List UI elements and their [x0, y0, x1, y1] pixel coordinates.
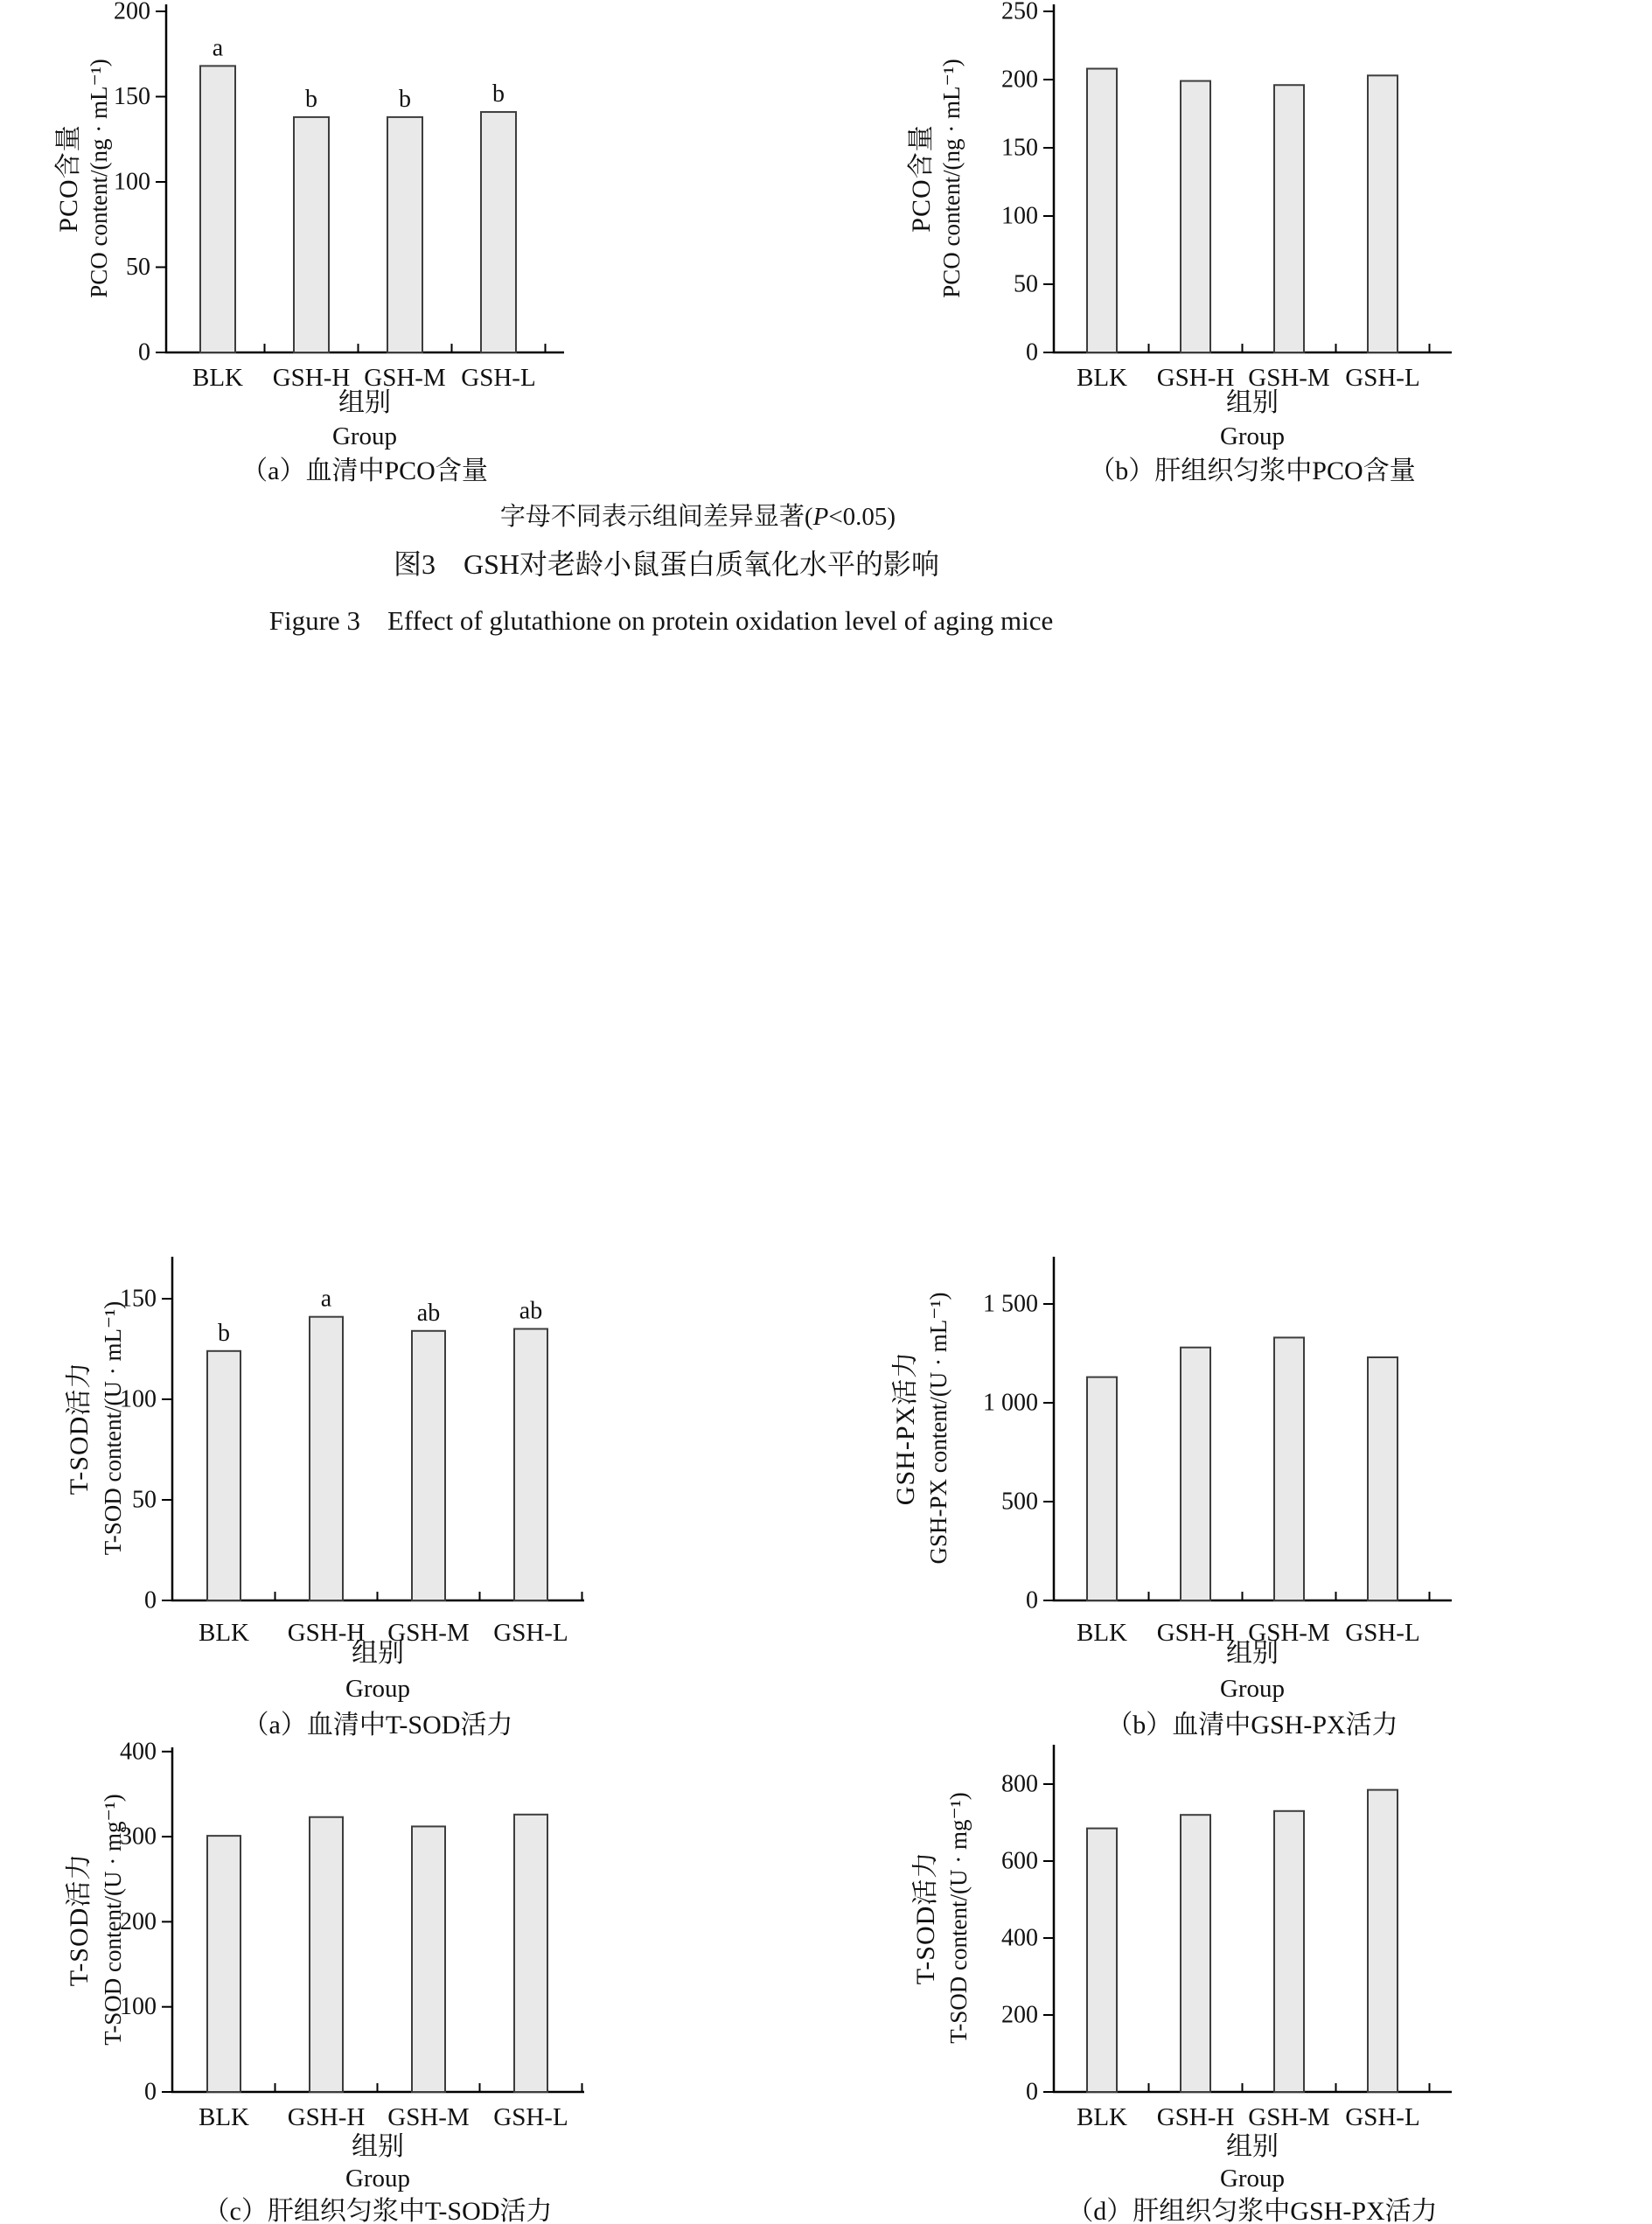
bar-GSH-M — [1274, 1337, 1304, 1600]
sig-letter-BLK: a — [212, 34, 224, 62]
x-category-label: GSH-M — [1248, 364, 1330, 392]
y-tick-label: 250 — [1001, 0, 1038, 25]
y-tick-label: 0 — [144, 1586, 157, 1614]
x-category-label: GSH-H — [287, 2103, 366, 2131]
x-axis-title-cn: 组别 — [338, 388, 391, 417]
x-axis-title-en: Group — [345, 2165, 411, 2193]
x-category-label: GSH-H — [1156, 364, 1235, 392]
y-tick-label: 100 — [1001, 202, 1038, 230]
sig-letter-GSH-M: ab — [416, 1299, 441, 1327]
chart-pco-serum — [54, 0, 564, 485]
x-axis-title-cn: 组别 — [1226, 1639, 1279, 1668]
y-tick-label: 150 — [114, 83, 150, 110]
x-category-label: BLK — [1077, 1619, 1127, 1647]
bar-BLK — [207, 1836, 240, 2092]
y-tick-label: 150 — [120, 1285, 157, 1313]
bar-GSH-L — [1368, 75, 1398, 352]
x-category-label: BLK — [199, 1619, 249, 1647]
y-tick-label: 400 — [120, 1738, 157, 1766]
x-axis-title-cn: 组别 — [1226, 388, 1279, 417]
x-category-label: GSH-H — [287, 1619, 366, 1647]
y-axis-title-cn: PCO含量 — [907, 124, 936, 233]
y-tick-label: 400 — [1001, 1924, 1038, 1952]
y-tick-label: 200 — [1001, 2001, 1038, 2029]
x-axis-title-en: Group — [1219, 2165, 1286, 2193]
y-tick-label: 0 — [144, 2078, 157, 2106]
sig-letter-GSH-H: a — [320, 1285, 332, 1313]
y-tick-label: 800 — [1001, 1770, 1038, 1798]
bar-GSH-M — [412, 1826, 445, 2092]
bar-GSH-H — [294, 117, 329, 352]
x-category-label: BLK — [1077, 364, 1127, 392]
y-tick-label: 100 — [120, 1385, 157, 1413]
x-axis-title-en: Group — [1219, 1675, 1286, 1703]
x-axis-title-cn: 组别 — [352, 1639, 404, 1668]
bar-BLK — [1087, 69, 1117, 352]
bar-GSH-H — [1181, 1348, 1210, 1600]
y-tick-label: 600 — [1001, 1847, 1038, 1875]
figure-title-cn: 图3 GSH对老龄小鼠蛋白质氧化水平的影响 — [393, 548, 940, 580]
bar-GSH-L — [514, 1329, 547, 1601]
y-tick-label: 200 — [114, 0, 150, 25]
x-axis-title-en: Group — [345, 1675, 411, 1703]
y-tick-label: 200 — [120, 1907, 157, 1935]
y-axis-title-en: T-SOD content/(U · mg⁻¹) — [945, 1792, 972, 2044]
subplot-caption: （c）肝组织匀浆中T-SOD活力 — [203, 2197, 553, 2224]
x-category-label: BLK — [199, 2103, 249, 2131]
sig-letter-GSH-L: b — [492, 80, 505, 108]
y-tick-label: 100 — [114, 168, 150, 196]
bar-GSH-H — [310, 1817, 343, 2092]
sig-letter-BLK: b — [218, 1319, 230, 1347]
note-pvalue-symbol: P — [812, 503, 829, 531]
x-axis-title-cn: 组别 — [352, 2132, 404, 2161]
x-category-label: BLK — [192, 364, 243, 392]
bar-GSH-M — [387, 117, 422, 352]
y-axis-title-cn: T-SOD活力 — [911, 1851, 940, 1985]
x-category-label: GSH-M — [387, 2103, 470, 2131]
y-tick-label: 0 — [1026, 338, 1038, 366]
y-axis-title-cn: GSH-PX活力 — [891, 1350, 920, 1506]
y-tick-label: 500 — [1001, 1488, 1038, 1516]
bar-BLK — [200, 66, 235, 352]
x-axis-title-en: Group — [331, 422, 398, 450]
y-axis-title-en: T-SOD content/(U · mL⁻¹) — [100, 1300, 126, 1556]
y-axis-title-cn: T-SOD活力 — [65, 1361, 94, 1495]
bar-GSH-L — [1368, 1790, 1398, 2092]
y-tick-label: 0 — [1026, 2078, 1038, 2106]
x-category-label: GSH-L — [461, 364, 536, 392]
chart-pco-liver — [907, 0, 1452, 485]
y-tick-label: 300 — [120, 1823, 157, 1851]
x-category-label: GSH-H — [1156, 1619, 1235, 1647]
y-axis-title-cn: PCO含量 — [54, 124, 83, 233]
x-category-label: GSH-L — [1345, 364, 1420, 392]
x-category-label: GSH-M — [1248, 2103, 1330, 2131]
y-tick-label: 50 — [132, 1486, 157, 1514]
y-tick-label: 150 — [1001, 134, 1038, 162]
x-category-label: BLK — [1077, 2103, 1127, 2131]
figure-title-en: Figure 3 Effect of glutathione on protein oxidation level of aging mice — [268, 605, 1054, 636]
sig-letter-GSH-L: ab — [519, 1297, 543, 1325]
sig-letter-GSH-M: b — [399, 85, 411, 113]
bar-GSH-L — [481, 112, 516, 352]
x-category-label: GSH-L — [1345, 1619, 1420, 1647]
x-axis-title-en: Group — [1219, 422, 1286, 450]
bar-BLK — [1087, 1829, 1117, 2092]
y-axis-title-en: T-SOD content/(U · mg⁻¹) — [100, 1794, 126, 2046]
bar-GSH-L — [514, 1815, 547, 2092]
subplot-caption: （b）肝组织匀浆中PCO含量 — [1089, 457, 1416, 485]
x-axis-title-cn: 组别 — [1226, 2132, 1279, 2161]
x-category-label: GSH-L — [1345, 2103, 1420, 2131]
subplot-caption: （a）血清中PCO含量 — [241, 457, 488, 485]
y-tick-label: 1 500 — [983, 1290, 1038, 1318]
x-category-label: GSH-L — [493, 1619, 568, 1647]
y-tick-label: 1 000 — [983, 1389, 1038, 1417]
y-axis-title-en: PCO content/(ng · mL⁻¹) — [86, 59, 112, 298]
y-tick-label: 200 — [1001, 66, 1038, 94]
x-category-label: GSH-M — [1248, 1619, 1330, 1647]
bar-GSH-M — [412, 1331, 445, 1600]
x-category-label: GSH-H — [272, 364, 351, 392]
note-suffix: <0.05) — [828, 503, 896, 531]
y-tick-label: 50 — [1014, 270, 1038, 298]
y-tick-label: 0 — [1026, 1586, 1038, 1614]
bar-BLK — [1087, 1377, 1117, 1600]
subplot-caption: （a）血清中T-SOD活力 — [242, 1711, 513, 1739]
y-tick-label: 0 — [138, 338, 150, 366]
x-category-label: GSH-L — [493, 2103, 568, 2131]
bar-GSH-H — [1181, 81, 1210, 352]
sig-letter-GSH-H: b — [305, 85, 317, 113]
y-axis-title-cn: T-SOD活力 — [65, 1852, 94, 1987]
subplot-caption: （b）血清中GSH-PX活力 — [1106, 1711, 1398, 1739]
x-category-label: GSH-H — [1156, 2103, 1235, 2131]
y-axis-title-en: PCO content/(ng · mL⁻¹) — [938, 59, 965, 298]
bar-BLK — [207, 1351, 240, 1600]
bar-GSH-M — [1274, 85, 1304, 352]
x-category-label: GSH-M — [364, 364, 446, 392]
bar-GSH-H — [1181, 1815, 1210, 2092]
x-category-label: GSH-M — [387, 1619, 470, 1647]
subplot-caption: （d）肝组织匀浆中GSH-PX活力 — [1067, 2197, 1438, 2224]
y-tick-label: 50 — [126, 254, 150, 281]
bar-GSH-H — [310, 1317, 343, 1600]
note-prefix: 字母不同表示组间差异显著( — [499, 503, 813, 531]
chart-tsod-liver — [65, 1738, 584, 2224]
y-axis-title-en: GSH-PX content/(U · mL⁻¹) — [925, 1292, 951, 1565]
bar-GSH-M — [1274, 1811, 1304, 2092]
chart-gshpx-liver — [911, 1745, 1452, 2224]
chart-gshpx-serum — [891, 1257, 1452, 1739]
chart-tsod-serum — [65, 1257, 584, 1739]
significance-note — [500, 497, 896, 533]
bar-GSH-L — [1368, 1357, 1398, 1600]
y-tick-label: 100 — [120, 1993, 157, 2021]
